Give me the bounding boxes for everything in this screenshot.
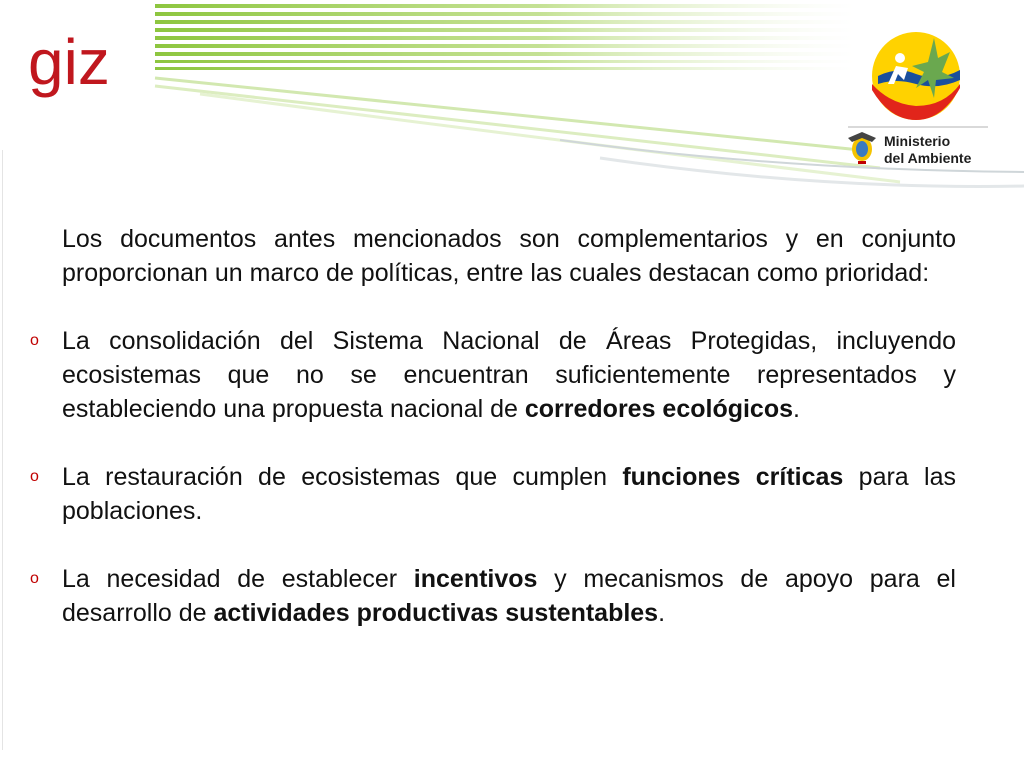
emphasis-text: funciones críticas <box>622 463 844 491</box>
emphasis-text: incentivos <box>413 565 538 593</box>
bullet-text: La restauración de ecosistemas que cumplen funciones críticas para las poblaciones. <box>62 463 956 525</box>
bullet-item <box>30 562 956 630</box>
coat-of-arms-icon <box>848 132 876 164</box>
bullet-marker: o <box>30 570 39 587</box>
emphasis-text: corredores ecológicos <box>524 395 794 423</box>
slide-body <box>30 222 956 664</box>
intro-paragraph: Los documentos antes mencionados son complementarios y en conjunto proporcionan un marco de políticas, entre las cuales destacan como prioridad: <box>62 225 956 287</box>
bullet-item <box>30 460 956 528</box>
ministry-emblem-icon <box>872 32 960 120</box>
svg-text:giz: giz <box>28 26 110 98</box>
bullet-text: La necesidad de establecer incentivos y mecanismos de apoyo para el desarrollo de actividades productivas sustentables. <box>62 565 956 627</box>
emphasis-text: actividades productivas sustentables <box>213 599 659 627</box>
giz-logo <box>28 26 128 114</box>
bullet-text: La consolidación del Sistema Nacional de Áreas Protegidas, incluyendo ecosistemas que no se encuentran suficientemente representados y estableciendo una propuesta nacional de corredores ecológicos. <box>62 327 956 423</box>
bullet-item <box>30 324 956 426</box>
svg-text:Ministerio: Ministerio <box>884 133 951 149</box>
ministerio-ambiente-logo <box>838 18 998 176</box>
bullet-marker: o <box>30 468 39 485</box>
left-edge-decoration <box>0 150 6 750</box>
bullet-marker: o <box>30 332 39 349</box>
svg-text:del Ambiente: del Ambiente <box>884 150 972 166</box>
